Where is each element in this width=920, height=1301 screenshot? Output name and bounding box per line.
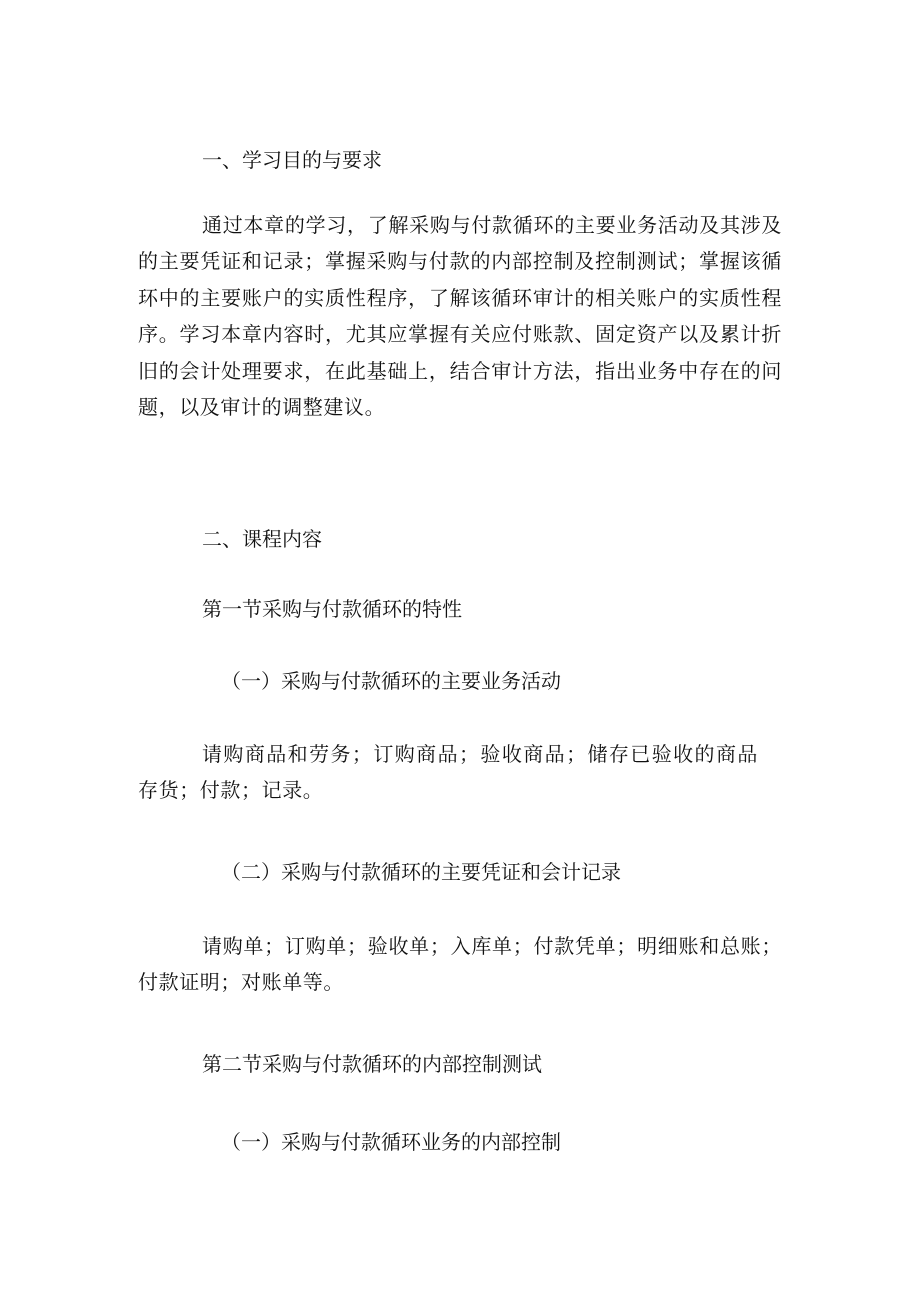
subsection-heading-documents-records: （二）采购与付款循环的主要凭证和会计记录 [221, 860, 621, 884]
chapter-heading-section-one: 第一节采购与付款循环的特性 [202, 597, 462, 621]
documents-records-paragraph: 请购单；订购单；验收单；入库单；付款凭单；明细账和总账；付款证明；对账单等。 [138, 934, 782, 995]
subsection-heading-internal-control: （一）采购与付款循环业务的内部控制 [221, 1130, 561, 1154]
section-heading-course-content: 二、课程内容 [202, 527, 322, 551]
section-heading-learning-objectives: 一、学习目的与要求 [202, 148, 382, 172]
learning-objectives-paragraph: 通过本章的学习，了解采购与付款循环的主要业务活动及其涉及的主要凭证和记录；掌握采购与付款的内部控制及控制测试；掌握该循环中的主要账户的实质性程序，了解该循环审计的相关账户的实质性程序。学习本章内容时，尤其应掌握有关应付账款、固定资产以及累计折旧的会计处理要求，在此基础上，结合审计方法，指出业务中存在的问题，以及审计的调整建议。 [138, 213, 782, 420]
subsection-heading-main-activities: （一）采购与付款循环的主要业务活动 [221, 669, 561, 693]
main-activities-paragraph: 请购商品和劳务；订购商品；验收商品；储存已验收的商品存货；付款；记录。 [138, 742, 758, 803]
chapter-heading-section-two: 第二节采购与付款循环的内部控制测试 [202, 1052, 542, 1076]
